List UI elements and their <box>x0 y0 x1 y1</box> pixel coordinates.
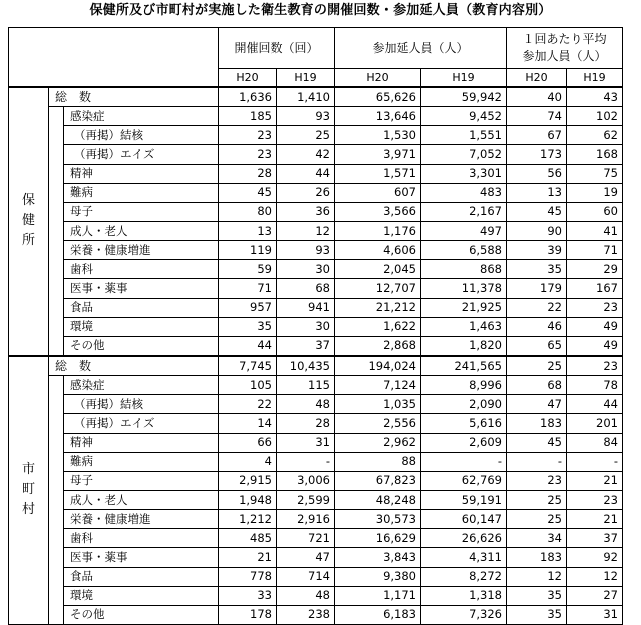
value-cell: 22 <box>219 395 277 414</box>
value-cell: 21,212 <box>335 298 421 317</box>
section-label-char: 所 <box>21 233 35 249</box>
value-cell: 201 <box>567 414 623 433</box>
value-cell: 43 <box>567 87 623 107</box>
value-cell: 47 <box>277 548 335 567</box>
row-label: 精神 <box>64 164 219 183</box>
table-row <box>9 529 623 548</box>
value-cell: 1,622 <box>335 317 421 336</box>
value-cell: 75 <box>567 164 623 183</box>
table-row <box>9 510 623 529</box>
year-header: H19 <box>421 69 507 88</box>
table-row <box>9 279 623 298</box>
value-cell: 778 <box>219 567 277 586</box>
value-cell: 59,942 <box>421 87 507 107</box>
year-header: H20 <box>219 69 277 88</box>
value-cell: 46 <box>507 317 567 336</box>
value-cell: 45 <box>219 183 277 202</box>
row-label: 母子 <box>64 202 219 221</box>
value-cell: 2,556 <box>335 414 421 433</box>
year-header: H20 <box>507 69 567 88</box>
value-cell: 45 <box>507 433 567 452</box>
value-cell: 12 <box>567 567 623 586</box>
value-cell: 179 <box>507 279 567 298</box>
value-cell: 183 <box>507 414 567 433</box>
value-cell: 30 <box>277 260 335 279</box>
value-cell: 105 <box>219 376 277 395</box>
header-average-line1: １回あたり平均 <box>522 32 607 46</box>
table-row <box>9 376 623 395</box>
header-corner <box>9 28 219 88</box>
value-cell: 4,311 <box>421 548 507 567</box>
value-cell: 25 <box>507 490 567 509</box>
value-cell: 35 <box>219 317 277 336</box>
value-cell: 44 <box>219 336 277 356</box>
table-row <box>9 298 623 317</box>
value-cell: 1,463 <box>421 317 507 336</box>
value-cell: 36 <box>277 202 335 221</box>
value-cell: 21 <box>567 471 623 490</box>
header-average <box>507 28 623 69</box>
value-cell: 65 <box>507 336 567 356</box>
value-cell: 4 <box>219 452 277 471</box>
value-cell: 167 <box>567 279 623 298</box>
table-row <box>9 395 623 414</box>
value-cell: - <box>567 452 623 471</box>
table-row <box>9 356 623 376</box>
value-cell: 35 <box>507 586 567 605</box>
row-label: 栄養・健康増進 <box>64 241 219 260</box>
value-cell: 44 <box>567 395 623 414</box>
year-header: H20 <box>335 69 421 88</box>
value-cell: 34 <box>507 529 567 548</box>
value-cell: 49 <box>567 317 623 336</box>
value-cell: 3,006 <box>277 471 335 490</box>
table-title: 保健所及び市町村が実施した衛生教育の開催回数・参加延人員（教育内容別） <box>89 3 552 18</box>
value-cell: 1,318 <box>421 586 507 605</box>
table-row <box>9 548 623 567</box>
row-label: 難病 <box>64 183 219 202</box>
row-label: 医事・薬事 <box>64 548 219 567</box>
value-cell: 39 <box>507 241 567 260</box>
table-row <box>9 471 623 490</box>
row-label: 難病 <box>64 452 219 471</box>
value-cell: 59,191 <box>421 490 507 509</box>
row-label: （再掲）エイズ <box>64 145 219 164</box>
section-label <box>9 356 49 624</box>
table-row <box>9 567 623 586</box>
value-cell: 25 <box>507 356 567 376</box>
value-cell: 37 <box>567 529 623 548</box>
section-label <box>9 87 49 356</box>
value-cell: 13 <box>507 183 567 202</box>
value-cell: 183 <box>507 548 567 567</box>
row-label: 感染症 <box>64 107 219 126</box>
value-cell: 9,380 <box>335 567 421 586</box>
value-cell: 19 <box>567 183 623 202</box>
value-cell: 21 <box>567 510 623 529</box>
header-group-row <box>9 28 623 69</box>
value-cell: 71 <box>567 241 623 260</box>
value-cell: 1,171 <box>335 586 421 605</box>
value-cell: 16,629 <box>335 529 421 548</box>
value-cell: 29 <box>567 260 623 279</box>
row-label: （再掲）エイズ <box>64 414 219 433</box>
value-cell: 238 <box>277 605 335 624</box>
row-label: 食品 <box>64 298 219 317</box>
table-row <box>9 87 623 107</box>
row-label: 総 数 <box>49 356 219 376</box>
row-label: （再掲）結核 <box>64 395 219 414</box>
value-cell: 30,573 <box>335 510 421 529</box>
value-cell: 2,090 <box>421 395 507 414</box>
table-row <box>9 126 623 145</box>
value-cell: 8,272 <box>421 567 507 586</box>
value-cell: 31 <box>567 605 623 624</box>
value-cell: 40 <box>507 87 567 107</box>
value-cell: 2,609 <box>421 433 507 452</box>
value-cell: 185 <box>219 107 277 126</box>
value-cell: 33 <box>219 586 277 605</box>
value-cell: 102 <box>567 107 623 126</box>
value-cell: 93 <box>277 107 335 126</box>
value-cell: 35 <box>507 260 567 279</box>
value-cell: 1,176 <box>335 221 421 240</box>
row-label: 環境 <box>64 586 219 605</box>
value-cell: 26 <box>277 183 335 202</box>
row-label: 精神 <box>64 433 219 452</box>
value-cell: 115 <box>277 376 335 395</box>
value-cell: 7,052 <box>421 145 507 164</box>
value-cell: 485 <box>219 529 277 548</box>
row-label: その他 <box>64 605 219 624</box>
row-label: 食品 <box>64 567 219 586</box>
value-cell: 48 <box>277 395 335 414</box>
value-cell: 2,868 <box>335 336 421 356</box>
table-row <box>9 433 623 452</box>
table-row <box>9 164 623 183</box>
value-cell: 1,530 <box>335 126 421 145</box>
value-cell: 1,212 <box>219 510 277 529</box>
value-cell: 241,565 <box>421 356 507 376</box>
value-cell: 173 <box>507 145 567 164</box>
value-cell: 7,745 <box>219 356 277 376</box>
value-cell: 721 <box>277 529 335 548</box>
value-cell: 78 <box>567 376 623 395</box>
value-cell: 92 <box>567 548 623 567</box>
value-cell: 7,124 <box>335 376 421 395</box>
row-label: 成人・老人 <box>64 221 219 240</box>
row-label: （再掲）結核 <box>64 126 219 145</box>
value-cell: 941 <box>277 298 335 317</box>
value-cell: 607 <box>335 183 421 202</box>
value-cell: 12,707 <box>335 279 421 298</box>
value-cell: 8,996 <box>421 376 507 395</box>
value-cell: 90 <box>507 221 567 240</box>
value-cell: 30 <box>277 317 335 336</box>
row-label: 成人・老人 <box>64 490 219 509</box>
value-cell: 45 <box>507 202 567 221</box>
value-cell: - <box>277 452 335 471</box>
value-cell: 21 <box>219 548 277 567</box>
value-cell: 483 <box>421 183 507 202</box>
statistics-table <box>8 27 623 625</box>
row-label: 感染症 <box>64 376 219 395</box>
value-cell: 12 <box>507 567 567 586</box>
value-cell: 1,571 <box>335 164 421 183</box>
value-cell: 11,378 <box>421 279 507 298</box>
value-cell: 868 <box>421 260 507 279</box>
value-cell: 2,599 <box>277 490 335 509</box>
value-cell: 22 <box>507 298 567 317</box>
row-label: 歯科 <box>64 260 219 279</box>
table-row <box>9 183 623 202</box>
value-cell: 10,435 <box>277 356 335 376</box>
value-cell: 194,024 <box>335 356 421 376</box>
row-label: その他 <box>64 336 219 356</box>
indent-spacer <box>49 376 64 625</box>
value-cell: 59 <box>219 260 277 279</box>
row-label: 歯科 <box>64 529 219 548</box>
year-header: H19 <box>277 69 335 88</box>
table-row <box>9 202 623 221</box>
value-cell: 44 <box>277 164 335 183</box>
table-row <box>9 145 623 164</box>
value-cell: 60,147 <box>421 510 507 529</box>
value-cell: 5,616 <box>421 414 507 433</box>
value-cell: 1,636 <box>219 87 277 107</box>
value-cell: 31 <box>277 433 335 452</box>
value-cell: - <box>421 452 507 471</box>
value-cell: 3,971 <box>335 145 421 164</box>
header-count: 開催回数（回） <box>219 28 335 69</box>
value-cell: 2,167 <box>421 202 507 221</box>
value-cell: 119 <box>219 241 277 260</box>
table-row <box>9 107 623 126</box>
value-cell: 48,248 <box>335 490 421 509</box>
value-cell: 27 <box>567 586 623 605</box>
value-cell: 1,820 <box>421 336 507 356</box>
section-label-char: 町 <box>21 482 35 498</box>
value-cell: 80 <box>219 202 277 221</box>
value-cell: 37 <box>277 336 335 356</box>
table-row <box>9 586 623 605</box>
table-row <box>9 490 623 509</box>
value-cell: 62,769 <box>421 471 507 490</box>
value-cell: 26,626 <box>421 529 507 548</box>
value-cell: 84 <box>567 433 623 452</box>
value-cell: 9,452 <box>421 107 507 126</box>
value-cell: 23 <box>219 126 277 145</box>
value-cell: 21,925 <box>421 298 507 317</box>
value-cell: 3,301 <box>421 164 507 183</box>
row-label: 総 数 <box>49 87 219 107</box>
value-cell: 42 <box>277 145 335 164</box>
value-cell: 68 <box>507 376 567 395</box>
year-header: H19 <box>567 69 623 88</box>
value-cell: 3,566 <box>335 202 421 221</box>
value-cell: 48 <box>277 586 335 605</box>
value-cell: 67,823 <box>335 471 421 490</box>
indent-spacer <box>49 107 64 356</box>
value-cell: 957 <box>219 298 277 317</box>
value-cell: 23 <box>567 356 623 376</box>
value-cell: - <box>507 452 567 471</box>
value-cell: 35 <box>507 605 567 624</box>
value-cell: 178 <box>219 605 277 624</box>
table-row <box>9 317 623 336</box>
value-cell: 68 <box>277 279 335 298</box>
table-row <box>9 605 623 624</box>
row-label: 母子 <box>64 471 219 490</box>
value-cell: 66 <box>219 433 277 452</box>
value-cell: 2,962 <box>335 433 421 452</box>
value-cell: 93 <box>277 241 335 260</box>
value-cell: 47 <box>507 395 567 414</box>
value-cell: 23 <box>219 145 277 164</box>
value-cell: 25 <box>507 510 567 529</box>
value-cell: 4,606 <box>335 241 421 260</box>
row-label: 医事・薬事 <box>64 279 219 298</box>
table-row <box>9 260 623 279</box>
value-cell: 2,045 <box>335 260 421 279</box>
section-label-char: 保 <box>21 193 35 209</box>
value-cell: 12 <box>277 221 335 240</box>
table-row <box>9 414 623 433</box>
header-attendance: 参加延人員（人） <box>335 28 507 69</box>
table-row <box>9 221 623 240</box>
section-label-char: 市 <box>21 462 35 478</box>
value-cell: 2,915 <box>219 471 277 490</box>
row-label: 環境 <box>64 317 219 336</box>
row-label: 栄養・健康増進 <box>64 510 219 529</box>
value-cell: 714 <box>277 567 335 586</box>
value-cell: 1,035 <box>335 395 421 414</box>
section-label-char: 村 <box>21 502 35 518</box>
value-cell: 74 <box>507 107 567 126</box>
value-cell: 1,551 <box>421 126 507 145</box>
value-cell: 62 <box>567 126 623 145</box>
header-average-line2: 参加人員（人） <box>522 49 607 63</box>
value-cell: 41 <box>567 221 623 240</box>
value-cell: 497 <box>421 221 507 240</box>
value-cell: 23 <box>567 298 623 317</box>
value-cell: 14 <box>219 414 277 433</box>
value-cell: 60 <box>567 202 623 221</box>
value-cell: 25 <box>277 126 335 145</box>
value-cell: 3,843 <box>335 548 421 567</box>
value-cell: 23 <box>507 471 567 490</box>
value-cell: 2,916 <box>277 510 335 529</box>
value-cell: 13,646 <box>335 107 421 126</box>
value-cell: 56 <box>507 164 567 183</box>
value-cell: 6,183 <box>335 605 421 624</box>
value-cell: 67 <box>507 126 567 145</box>
section-label-char: 健 <box>21 213 35 229</box>
table-row <box>9 452 623 471</box>
table-row <box>9 336 623 356</box>
value-cell: 7,326 <box>421 605 507 624</box>
value-cell: 49 <box>567 336 623 356</box>
value-cell: 1,410 <box>277 87 335 107</box>
value-cell: 168 <box>567 145 623 164</box>
value-cell: 23 <box>567 490 623 509</box>
value-cell: 28 <box>277 414 335 433</box>
value-cell: 28 <box>219 164 277 183</box>
value-cell: 71 <box>219 279 277 298</box>
table-row <box>9 241 623 260</box>
value-cell: 13 <box>219 221 277 240</box>
value-cell: 1,948 <box>219 490 277 509</box>
value-cell: 6,588 <box>421 241 507 260</box>
value-cell: 88 <box>335 452 421 471</box>
value-cell: 65,626 <box>335 87 421 107</box>
